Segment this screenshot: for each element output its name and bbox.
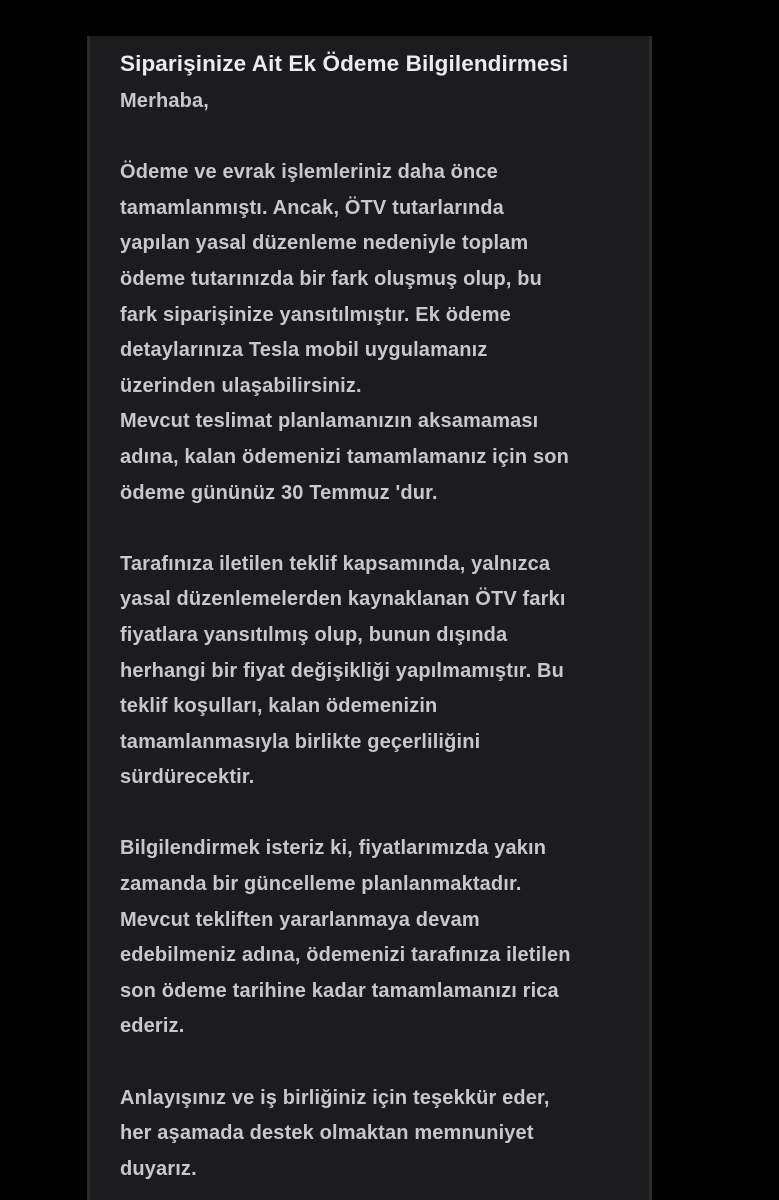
paragraph-line: Ödeme ve evrak işlemleriniz daha önce (120, 161, 498, 184)
paragraph-line: Tarafınıza iletilen teklif kapsamında, yalnızca (120, 552, 551, 575)
paragraph-line: ödeme gününüz 30 Temmuz 'dur. (120, 481, 438, 504)
paragraph-line: Anlayışınız ve iş birliğiniz için teşekkür eder, (120, 1086, 550, 1109)
paragraph-line: teklif koşulları, kalan ödemenizin (120, 695, 438, 718)
paragraph-line: yapılan yasal düzenleme nedeniyle toplam (120, 232, 529, 255)
paragraph-line: tamamlanmasıyla birlikte geçerliliğini (120, 730, 481, 753)
email-title: Siparişinize Ait Ek Ödeme Bilgilendirmesi (120, 51, 569, 76)
paragraph-payment-info (120, 155, 632, 511)
paragraph-line: yasal düzenlemelerden kaynaklanan ÖTV farkı (120, 588, 566, 611)
paragraph-line: üzerinden ulaşabilirsiniz. (120, 374, 362, 397)
paragraph-line: fiyatlara yansıtılmış olup, bunun dışında (120, 623, 508, 646)
paragraph-line: fark siparişinize yansıtılmıştır. Ek ödeme (120, 303, 511, 326)
email-card (87, 36, 652, 1200)
paragraph-line: zamanda bir güncelleme planlanmaktadır. (120, 873, 522, 896)
paragraph-line: edebilmeniz adına, ödemenizi tarafınıza iletilen (120, 944, 571, 967)
paragraph-line: her aşamada destek olmaktan memnuniyet (120, 1122, 534, 1145)
paragraph-line: detaylarınıza Tesla mobil uygulamanız (120, 339, 488, 362)
paragraph-line: son ödeme tarihine kadar tamamlamanızı rica (120, 979, 559, 1002)
paragraph-offer-terms (120, 547, 632, 796)
paragraph-line: ederiz. (120, 1015, 185, 1038)
paragraph-price-update (120, 831, 632, 1045)
paragraph-line: Mevcut tekliften yararlanmaya devam (120, 908, 480, 931)
paragraph-line: herhangi bir fiyat değişikliği yapılmamıştır. Bu (120, 659, 564, 682)
paragraph-closing (120, 1081, 632, 1188)
paragraph-line: Mevcut teslimat planlamanızın aksamaması (120, 410, 539, 433)
paragraph-line: Bilgilendirmek isteriz ki, fiyatlarımızda yakın (120, 837, 547, 860)
paragraph-line: adına, kalan ödemenizi tamamlamanız için son (120, 445, 569, 468)
email-body (120, 50, 632, 1187)
email-greeting: Merhaba, (120, 90, 210, 112)
paragraph-line: tamamlanmıştı. Ancak, ÖTV tutarlarında (120, 196, 504, 219)
paragraph-line: duyarız. (120, 1157, 197, 1180)
paragraph-line: ödeme tutarınızda bir fark oluşmuş olup, bu (120, 267, 543, 290)
paragraph-line: sürdürecektir. (120, 766, 255, 789)
